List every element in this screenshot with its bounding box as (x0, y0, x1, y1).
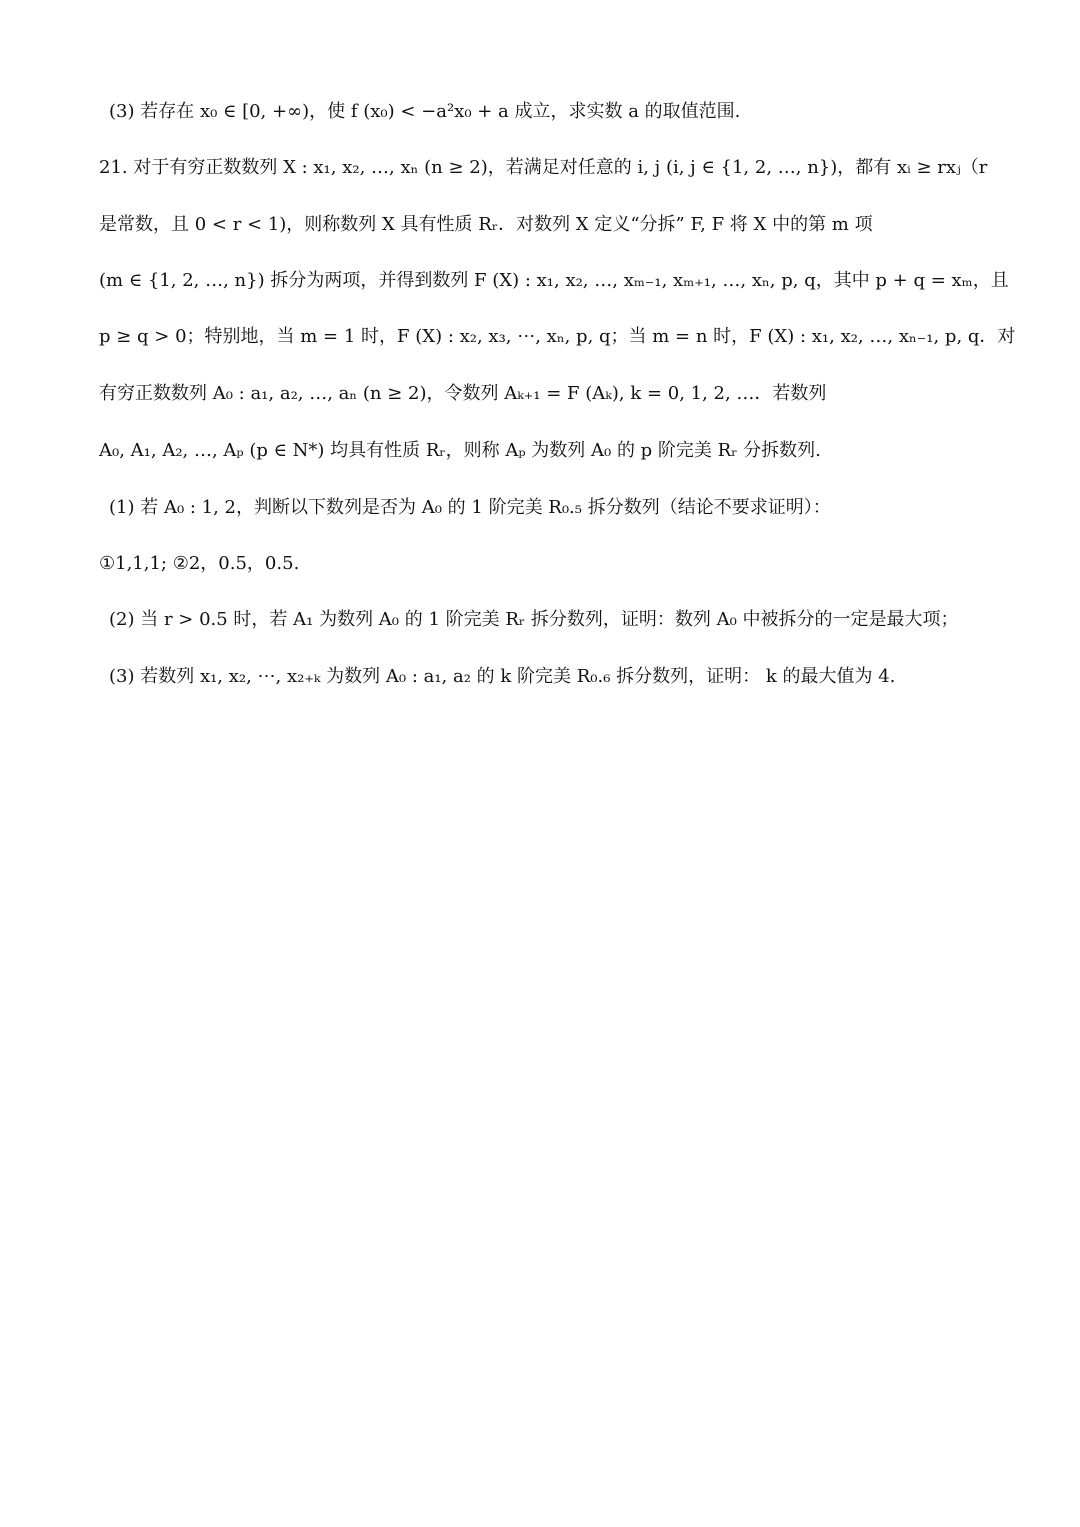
question-21-line-3: (m ∈ {1, 2, …, n}) 拆分为两项，并得到数列 F (X) : x₁, x₂, …, xₘ₋₁, xₘ₊₁, …, xₙ, p, q，其中 p + q = xₘ，且 (99, 270, 1009, 291)
question-21-line-4: p ≥ q > 0；特别地，当 m = 1 时，F (X) : x₂, x₃, ⋯, xₙ, p, q；当 m = n 时，F (X) : x₁, x₂, …, xₙ₋₁, p, q．对 (99, 326, 1016, 347)
question-21-line-5: 有穷正数数列 A₀ : a₁, a₂, …, aₙ (n ≥ 2)，令数列 Aₖ₊₁ = F (Aₖ), k = 0, 1, 2, …．若数列 (99, 383, 827, 404)
question-21-line-6: A₀, A₁, A₂, …, Aₚ (p ∈ N*) 均具有性质 Rᵣ，则称 Aₚ 为数列 A₀ 的 p 阶完美 Rᵣ 分拆数列. (99, 440, 821, 461)
question-21-part-1-options: ①1,1,1; ②2，0.5，0.5. (99, 553, 300, 574)
question-21-line-1: 21. 对于有穷正数数列 X : x₁, x₂, …, xₙ (n ≥ 2)，若满足对任意的 i, j (i, j ∈ {1, 2, …, n})，都有 xᵢ ≥ rxⱼ（r (99, 157, 988, 178)
question-21-part-1: (1) 若 A₀ : 1, 2，判断以下数列是否为 A₀ 的 1 阶完美 R₀.₅ 拆分数列（结论不要求证明）： (109, 497, 831, 518)
question-21-part-3: (3) 若数列 x₁, x₂, ⋯, x₂₊ₖ 为数列 A₀ : a₁, a₂ 的 k 阶完美 R₀.₆ 拆分数列，证明： k 的最大值为 4. (109, 666, 896, 687)
question-21-part-2: (2) 当 r > 0.5 时，若 A₁ 为数列 A₀ 的 1 阶完美 Rᵣ 拆分数列，证明：数列 A₀ 中被拆分的一定是最大项； (109, 609, 959, 630)
part-3-prev-question: (3) 若存在 x₀ ∈ [0, +∞)，使 f (x₀) < −a²x₀ + a 成立，求实数 a 的取值范围. (109, 101, 741, 122)
question-21-line-2: 是常数，且 0 < r < 1)，则称数列 X 具有性质 Rᵣ．对数列 X 定义“分拆” F, F 将 X 中的第 m 项 (99, 214, 873, 235)
